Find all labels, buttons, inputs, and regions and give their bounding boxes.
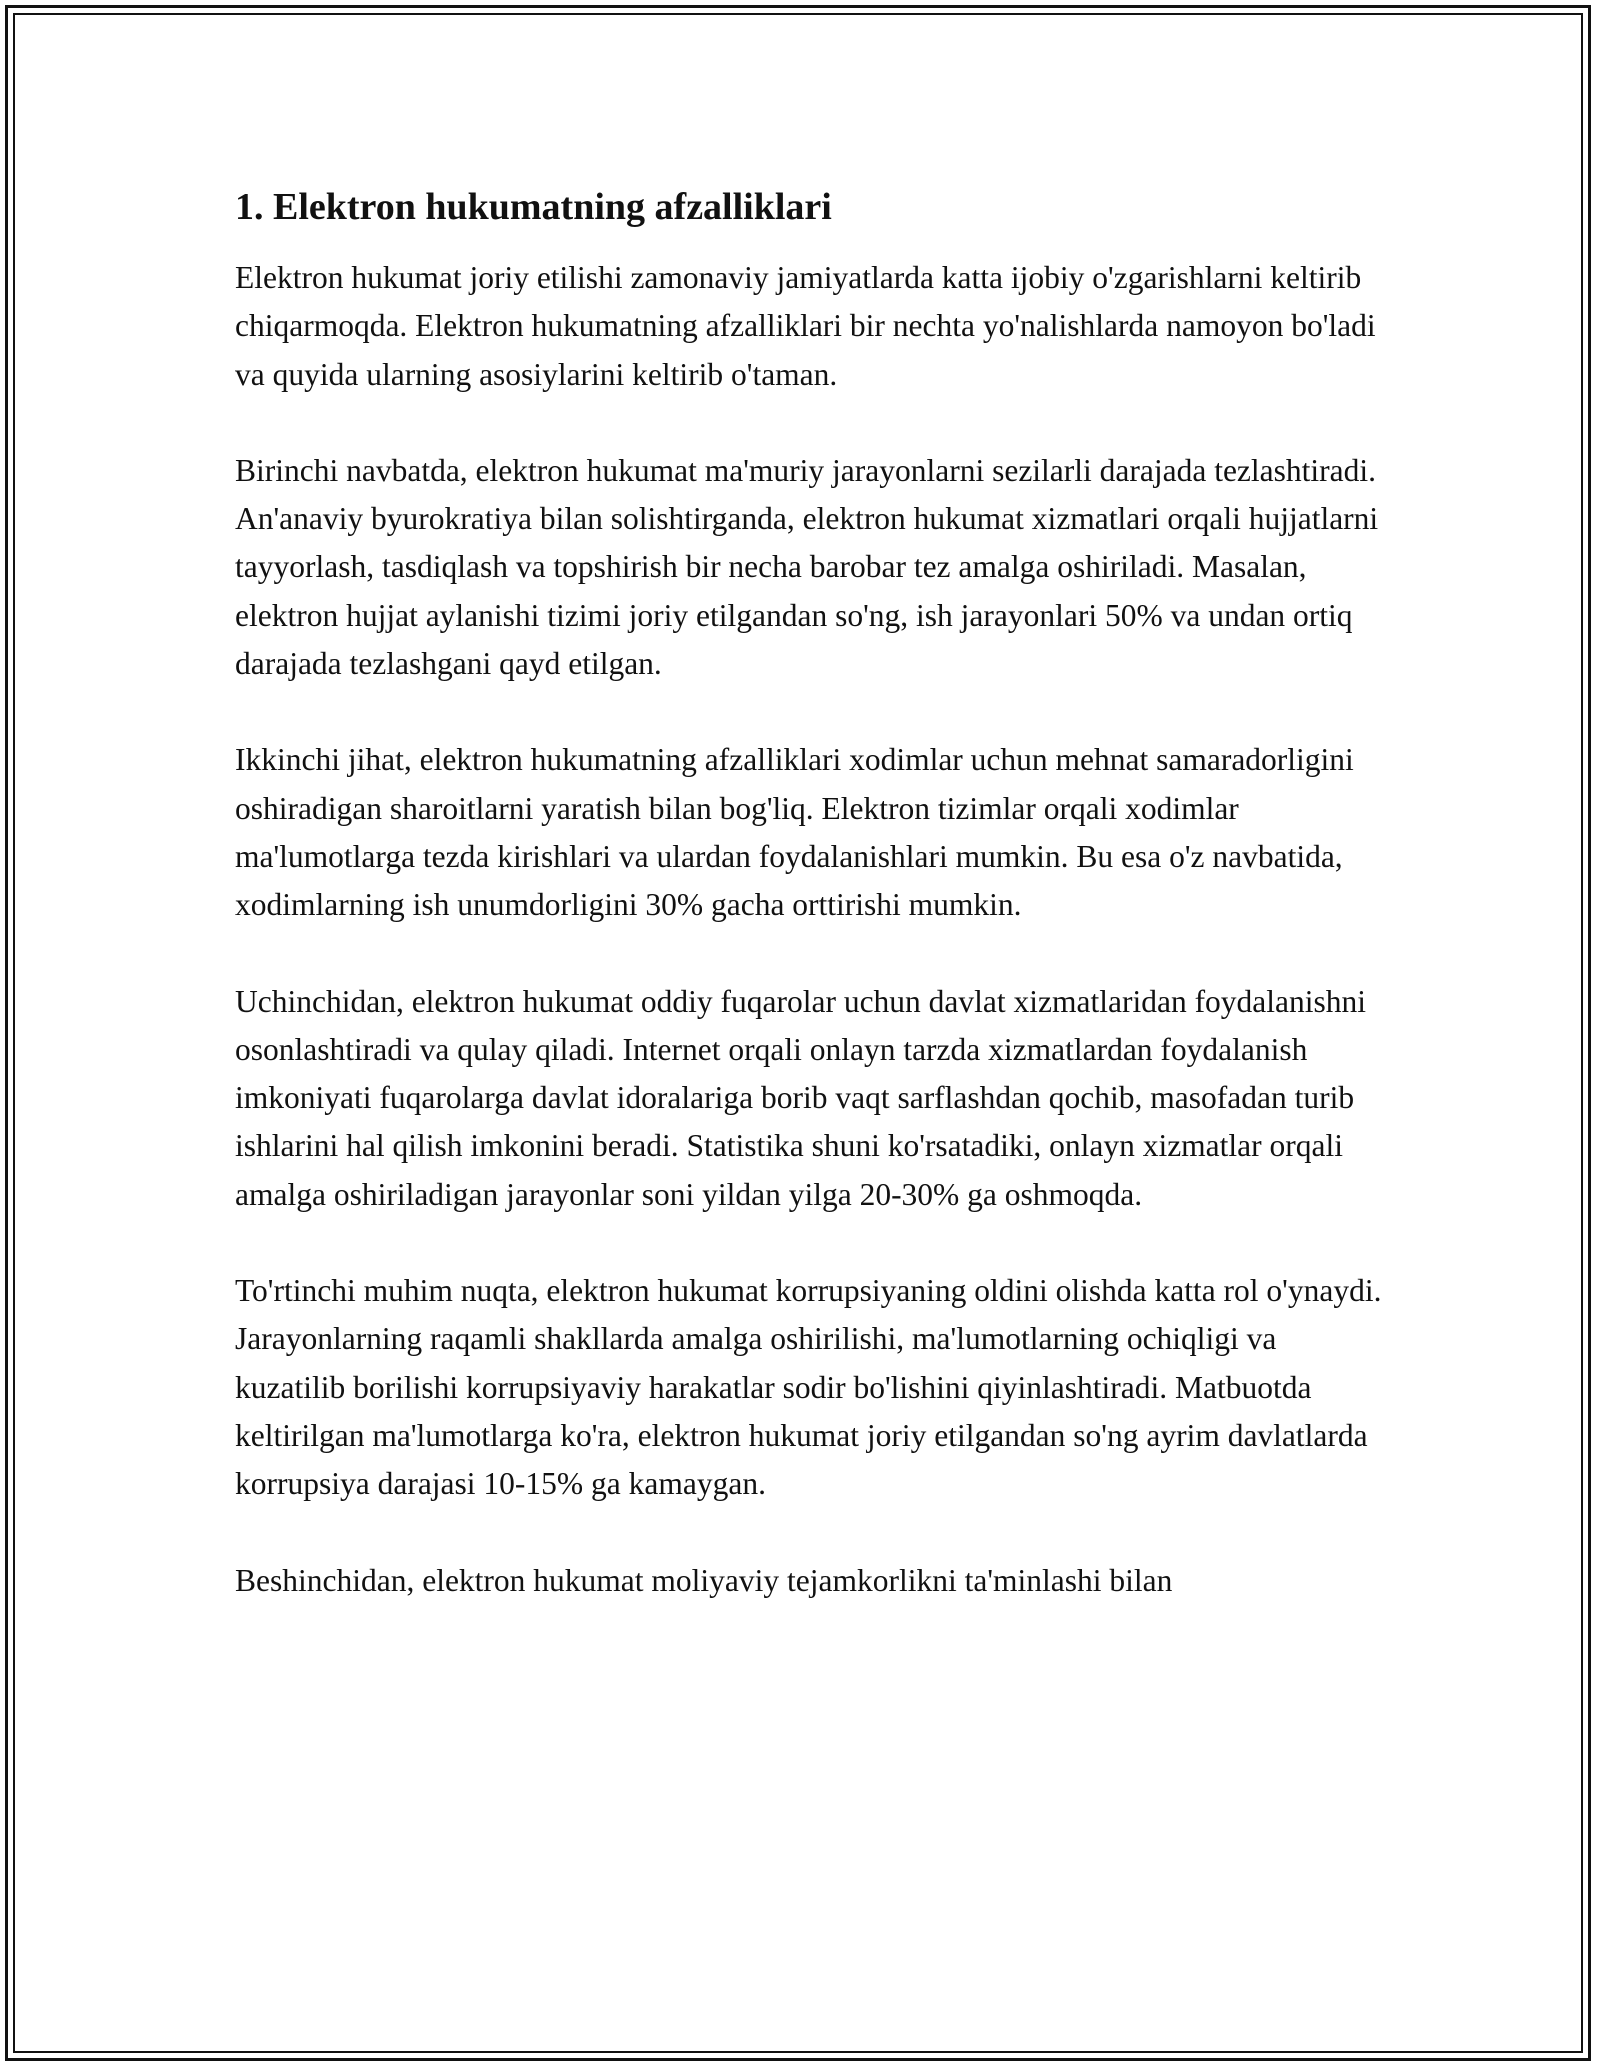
paragraph-first-point: Birinchi navbatda, elektron hukumat ma'muriy jarayonlarni sezilarli darajada tezlashtiradi. An'anaviy byurokratiya bilan solishtirganda, elektron hukumat xizmatlari orqali hujjatlarni tayyorlash, tasdiqlash va topshirish bir necha barobar tez amalga oshiriladi. Masalan, elektron hujjat aylanishi tizimi joriy etilgandan so'ng, ish jarayonlari 50% va undan ortiq darajada tezlashgani qayd etilgan.: [235, 452, 1379, 682]
paragraph-fifth-point: Beshinchidan, elektron hukumat moliyaviy tejamkorlikni ta'minlashi bilan: [235, 1562, 1173, 1598]
document-body: [235, 182, 1385, 1605]
paragraph-intro: Elektron hukumat joriy etilishi zamonaviy jamiyatlarda katta ijobiy o'zgarishlarni keltirib chiqarmoqda. Elektron hukumatning afzalliklari bir nechta yo'nalishlarda namoyon bo'ladi va quyida ularning asosiylarini keltirib o'taman.: [235, 260, 1376, 392]
section-heading: 1. Elektron hukumatning afzalliklari: [235, 186, 832, 228]
paragraph-fourth-point: To'rtinchi muhim nuqta, elektron hukumat korrupsiyaning oldini olishda katta rol o'ynaydi. Jarayonlarning raqamli shakllarda amalga oshirilishi, ma'lumotlarning ochiqligi va kuzatilib borilishi korrupsiyaviy harakatlar sodir bo'lishini qiyinlashtiradi. Matbuotda keltirilgan ma'lumotlarga ko'ra, elektron hukumat joriy etilgandan so'ng ayrim davlatlarda korrupsiya darajasi 10-15% ga kamaygan.: [235, 1273, 1382, 1502]
paragraph-third-point: Uchinchidan, elektron hukumat oddiy fuqarolar uchun davlat xizmatlaridan foydalanishni osonlashtiradi va qulay qiladi. Internet orqali onlayn tarzda xizmatlardan foydalanish imkoniyati fuqarolarga davlat idoralariga borib vaqt sarflashdan qochib, masofadan turib ishlarini hal qilish imkonini beradi. Statistika shuni ko'rsatadiki, onlayn xizmatlar orqali amalga oshiriladigan jarayonlar soni yildan yilga 20-30% ga oshmoqda.: [235, 983, 1367, 1212]
paragraph-second-point: Ikkinchi jihat, elektron hukumatning afzalliklari xodimlar uchun mehnat samaradorligini oshiradigan sharoitlarni yaratish bilan bog'liq. Elektron tizimlar orqali xodimlar ma'lumotlarga tezda kirishlari va ulardan foydalanishlari mumkin. Bu esa o'z navbatida, xodimlarning ish unumdorligini 30% gacha orttirishi mumkin.: [235, 742, 1354, 923]
